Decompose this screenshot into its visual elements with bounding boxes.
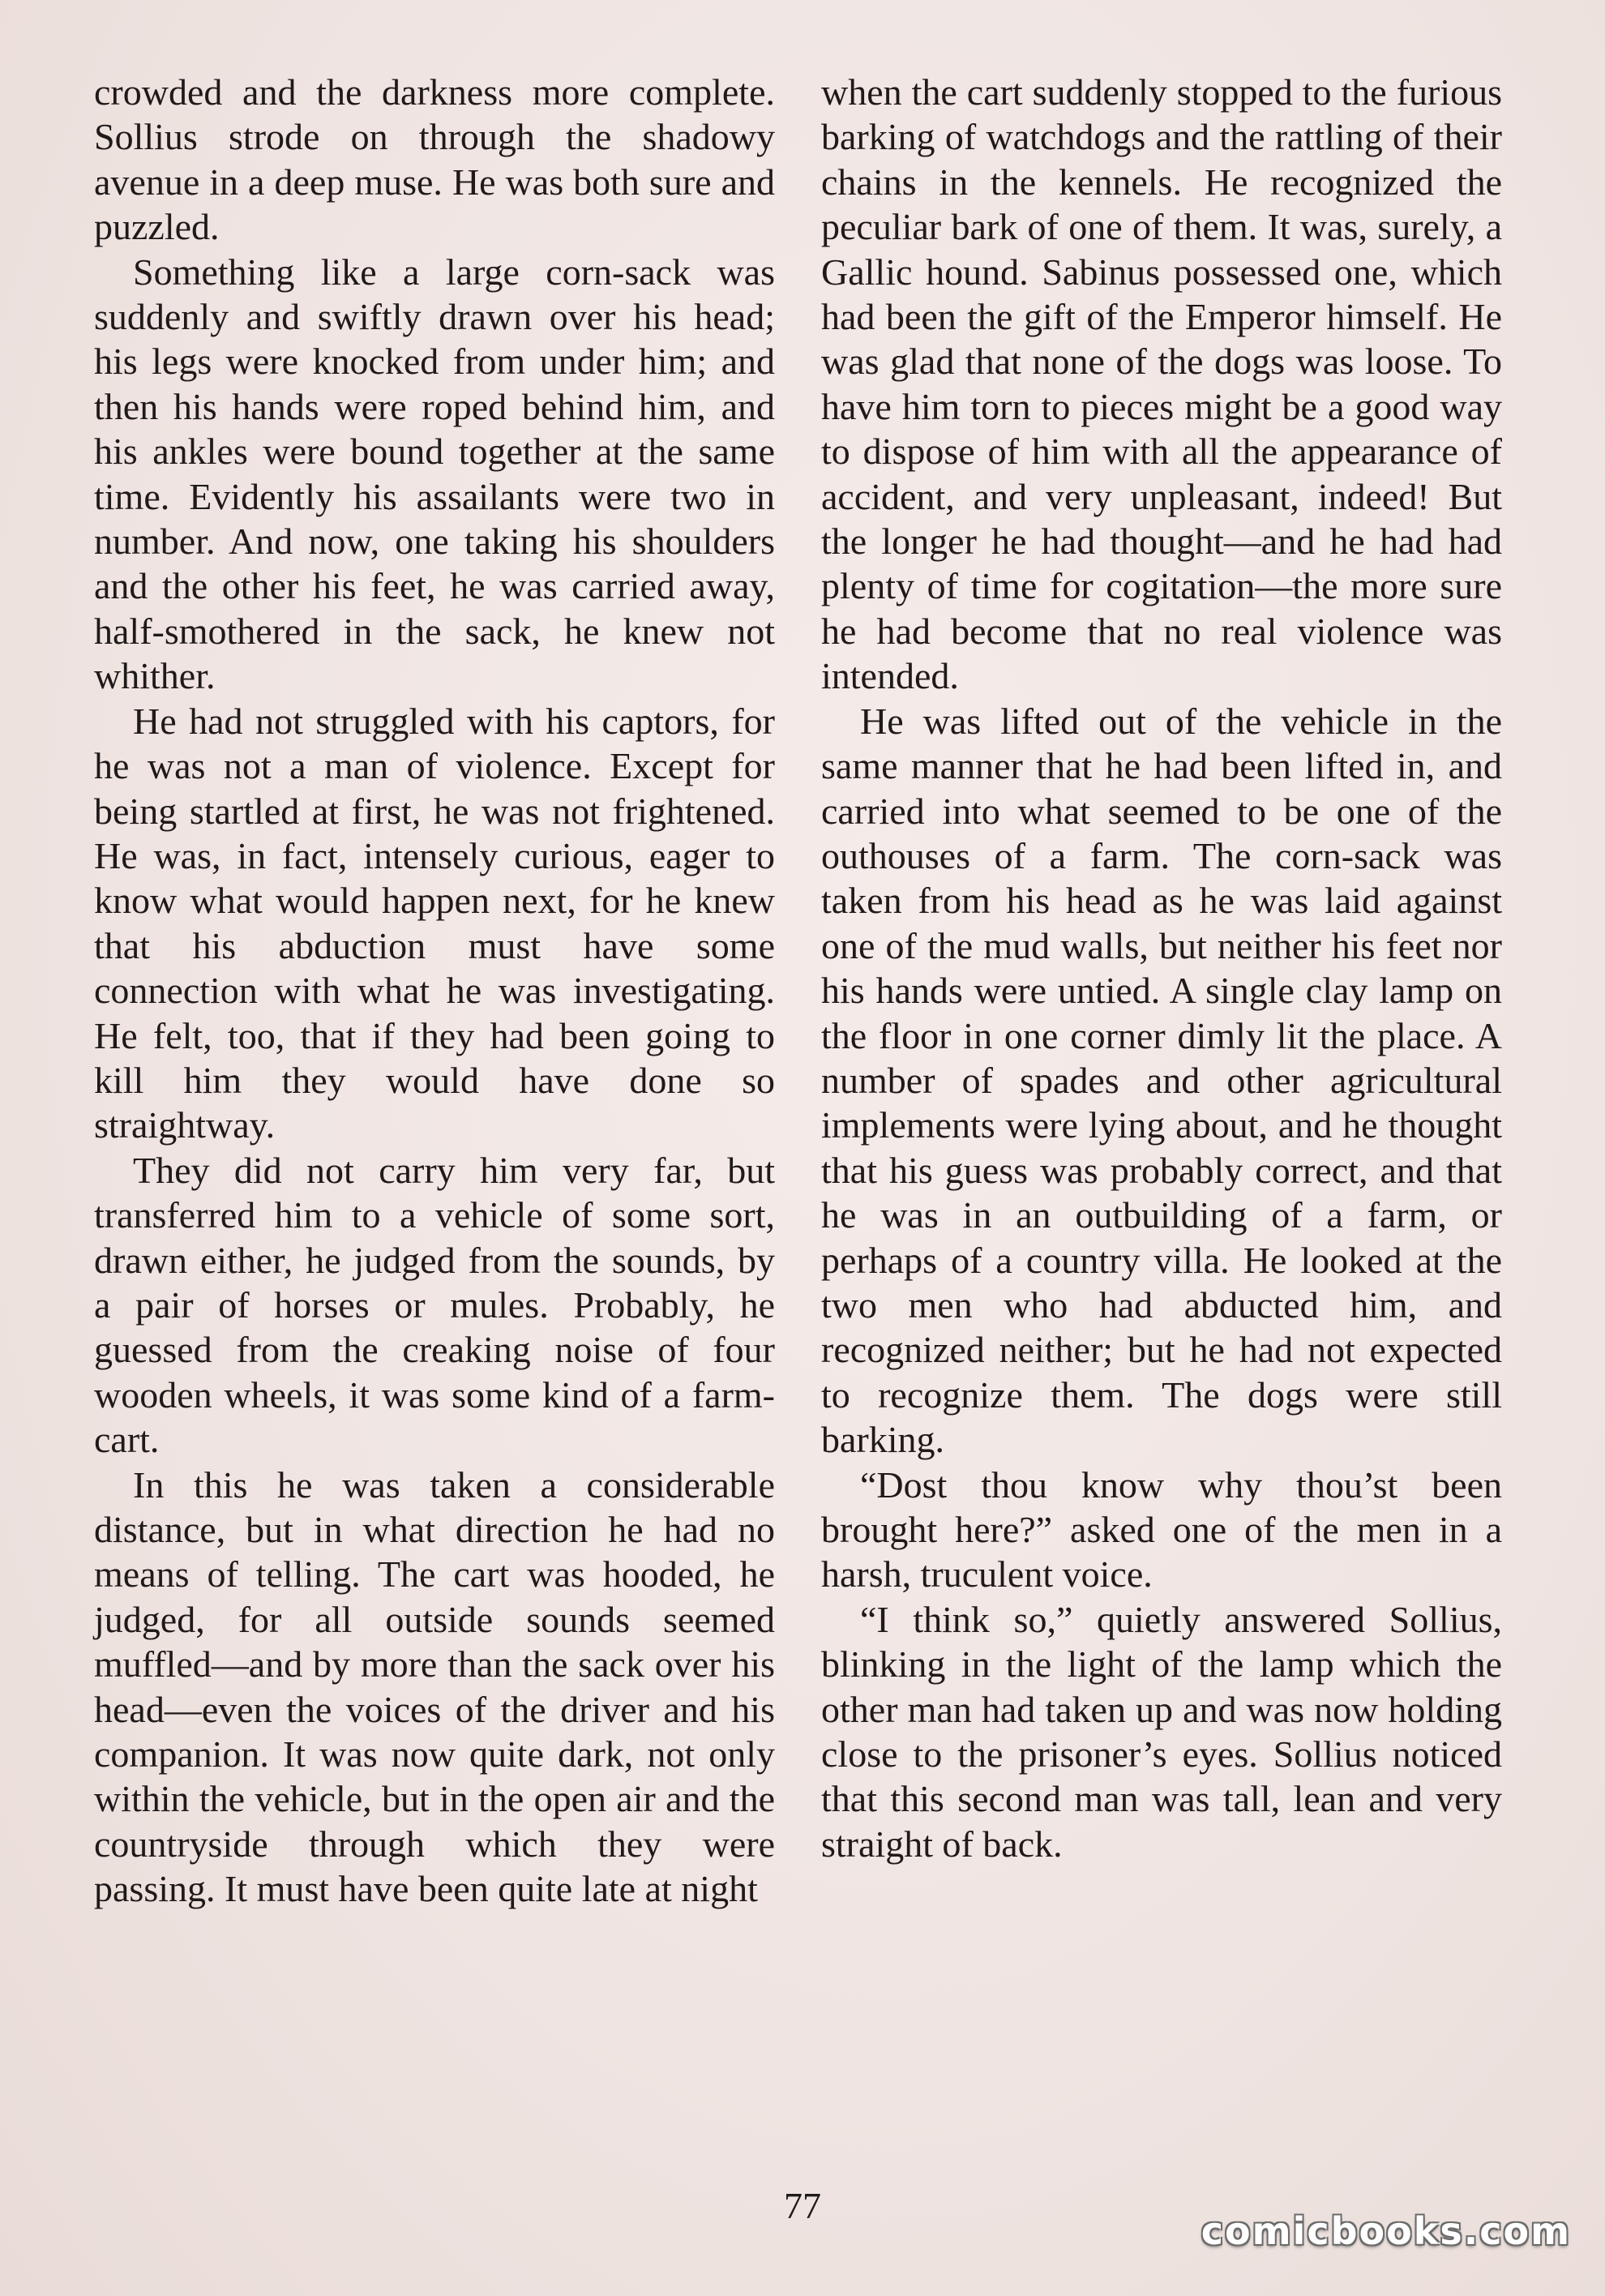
paragraph: He had not struggled with his captors, for he was not a man of violence. Except for being startled at first, he was not frightened. He was, in fact, intensely curious, eager to know what would happen next, for he knew that his abduction must have some connection with what he was investigating. He felt, too, that if they had been going to kill him they would have done so straightway. [94,700,775,1146]
paragraph: They did not carry him very far, but transferred him to a vehicle of some sort, drawn either, he judged from the sounds, by a pair of horses or mules. Probably, he guessed from the creaking noise of four wooden wheels, it was some kind of a farm-cart. [94,1149,775,1461]
watermark: comicbooks.com [1201,2209,1571,2253]
page-number: 77 [784,2185,821,2226]
paragraph: “I think so,” quietly answered Sollius, blinking in the light of the lamp which the other man had taken up and was now holding close to the prisoner’s eyes. Sollius noticed that this second man was tall, lean and very straight of back. [821,1598,1502,1865]
paragraph: crowded and the darkness more complete. Sollius strode on through the shadowy avenue in a deep muse. He was both sure and puzzled. [94,71,775,248]
right-text-column [821,70,1502,1866]
paragraph: In this he was taken a considerable distance, but in what direction he had no means of telling. The cart was hooded, he judged, for all outside sounds seemed muffled—and by more than the sack over his head—even the voices of the driver and his companion. It was now quite dark, not only within the vehicle, but in the open air and the countryside through which they were passing. It must have been quite late at night [94,1463,775,1910]
paragraph: “Dost thou know why thou’st been brought here?” asked one of the men in a harsh, truculent voice. [821,1463,1502,1596]
paragraph: Something like a large corn-sack was suddenly and swiftly drawn over his head; his legs were knocked from under him; and then his hands were roped behind him, and his ankles were bound together at the same time. Evidently his assailants were two in number. And now, one taking his shoulders and the other his feet, he was carried away, half-smothered in the sack, he knew not whither. [94,251,775,697]
paragraph: He was lifted out of the vehicle in the same manner that he had been lifted in, and carried into what seemed to be one of the outhouses of a farm. The corn-sack was taken from his head as he was laid against one of the mud walls, but neither his feet nor his hands were untied. A single clay lamp on the floor in one corner dimly lit the place. A number of spades and other agricultural implements were lying about, and he thought that his guess was probably correct, and that he was in an outbuilding of a farm, or perhaps of a country villa. He looked at the two men who had abducted him, and recognized neither; but he had not expected to recognize them. The dogs were still barking. [821,700,1502,1461]
left-text-column [94,70,775,1912]
paragraph: when the cart suddenly stopped to the furious barking of watchdogs and the rattling of their chains in the kennels. He recognized the peculiar bark of one of them. It was, surely, a Gallic hound. Sabinus possessed one, which had been the gift of the Emperor himself. He was glad that none of the dogs was loose. To have him torn to pieces might be a good way to dispose of him with all the appearance of accident, and very unpleasant, indeed! But the longer he had thought—and he had had plenty of time for cogitation—the more sure he had become that no real violence was intended. [821,71,1502,697]
